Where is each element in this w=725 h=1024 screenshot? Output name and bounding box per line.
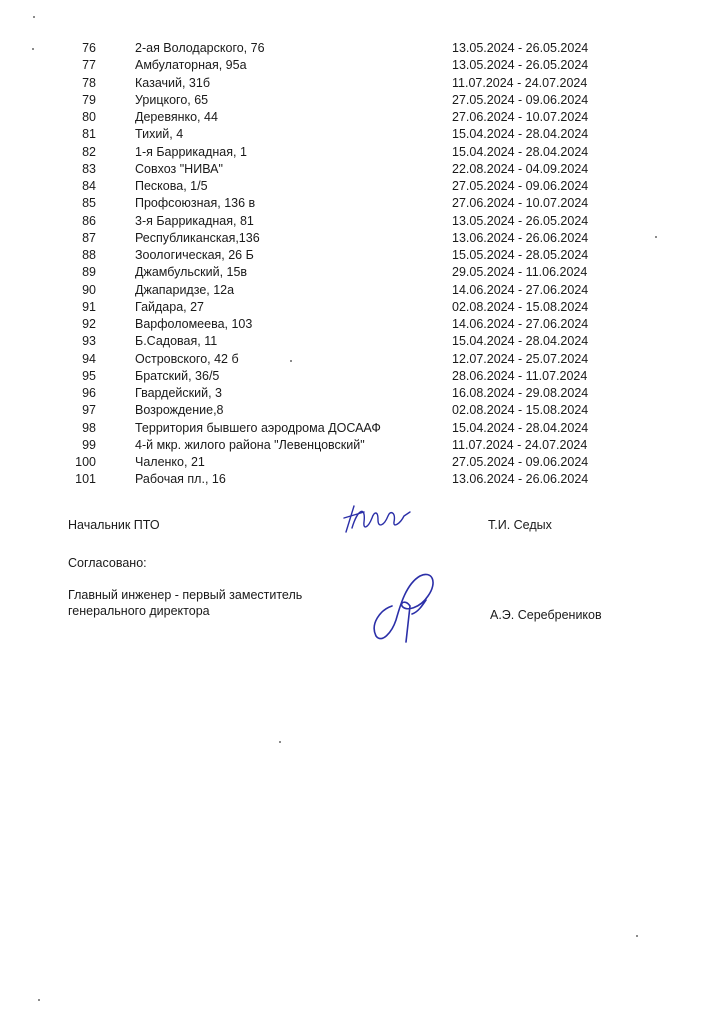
table-row xyxy=(0,299,725,316)
row-number: 95 xyxy=(82,368,96,383)
row-number: 86 xyxy=(82,213,96,228)
row-address: Чаленко, 21 xyxy=(135,455,205,469)
row-number: 96 xyxy=(82,386,96,400)
row-number: 89 xyxy=(82,265,96,280)
row-number: 76 xyxy=(82,41,96,55)
scan-speck xyxy=(33,16,35,18)
row-period: 27.05.2024 - 09.06.2024 xyxy=(452,92,589,107)
table-row xyxy=(0,316,725,333)
row-number: 84 xyxy=(82,179,96,193)
table-row xyxy=(0,126,725,143)
row-number: 79 xyxy=(82,92,96,107)
table-row xyxy=(0,144,725,161)
row-number: 82 xyxy=(82,144,96,159)
row-number: 92 xyxy=(82,317,96,331)
chief-signature xyxy=(362,566,446,650)
row-period: 27.05.2024 - 09.06.2024 xyxy=(452,455,589,469)
row-period: 13.05.2024 - 26.05.2024 xyxy=(452,41,589,55)
row-period: 14.06.2024 - 27.06.2024 xyxy=(452,282,589,297)
row-period: 15.04.2024 - 28.04.2024 xyxy=(452,334,589,349)
row-address: Гвардейский, 3 xyxy=(135,386,222,400)
row-number: 85 xyxy=(82,196,96,211)
row-period: 13.06.2024 - 26.06.2024 xyxy=(452,472,589,487)
table-row xyxy=(0,213,725,230)
row-number: 80 xyxy=(82,110,96,124)
row-period: 27.06.2024 - 10.07.2024 xyxy=(452,110,589,124)
row-address: Профсоюзная, 136 в xyxy=(135,196,256,211)
row-address: 1-я Баррикадная, 1 xyxy=(135,144,247,159)
row-address: 4-й мкр. жилого района "Левенцовский" xyxy=(135,437,365,452)
table-row xyxy=(0,75,725,92)
row-period: 14.06.2024 - 27.06.2024 xyxy=(452,317,589,331)
table-row xyxy=(0,161,725,178)
table-row xyxy=(0,92,725,109)
scan-speck xyxy=(655,236,657,238)
table-row xyxy=(0,264,725,281)
row-address: Возрождение,8 xyxy=(135,403,224,418)
head-signature xyxy=(338,498,418,542)
row-period: 13.05.2024 - 26.05.2024 xyxy=(452,213,589,228)
table-row xyxy=(0,282,725,299)
table-row xyxy=(0,454,725,471)
row-address: Тихий, 4 xyxy=(135,127,184,142)
row-period: 29.05.2024 - 11.06.2024 xyxy=(452,265,588,280)
row-number: 78 xyxy=(82,75,96,90)
table-row xyxy=(0,109,725,126)
scan-speck xyxy=(32,48,34,50)
scan-speck xyxy=(290,360,292,362)
row-period: 15.05.2024 - 28.05.2024 xyxy=(452,248,589,262)
table-row xyxy=(0,178,725,195)
row-number: 87 xyxy=(82,230,96,245)
table-row xyxy=(0,385,725,402)
row-address: Братский, 36/5 xyxy=(135,368,220,383)
row-address: Казачий, 31б xyxy=(135,75,210,90)
table-row xyxy=(0,420,725,437)
row-period: 02.08.2024 - 15.08.2024 xyxy=(452,299,589,314)
row-address: Территория бывшего аэродрома ДОСААФ xyxy=(135,420,381,435)
row-period: 22.08.2024 - 04.09.2024 xyxy=(452,161,589,176)
row-period: 27.05.2024 - 09.06.2024 xyxy=(452,179,589,193)
row-address: Совхоз "НИВА" xyxy=(135,161,223,176)
row-address: Б.Садовая, 11 xyxy=(135,334,218,349)
head-title: Начальник ПТО xyxy=(68,518,160,532)
table-row xyxy=(0,351,725,368)
row-address: Джапаридзе, 12а xyxy=(135,282,235,297)
row-period: 13.06.2024 - 26.06.2024 xyxy=(452,230,589,245)
chief-name: А.Э. Серебреников xyxy=(490,608,602,622)
row-number: 94 xyxy=(82,351,96,366)
row-period: 15.04.2024 - 28.04.2024 xyxy=(452,127,589,142)
row-address: 2-ая Володарского, 76 xyxy=(135,41,265,55)
row-period: 11.07.2024 - 24.07.2024 xyxy=(452,75,588,90)
row-period: 16.08.2024 - 29.08.2024 xyxy=(452,386,589,400)
table-row xyxy=(0,247,725,264)
row-number: 91 xyxy=(82,299,96,314)
row-number: 100 xyxy=(75,455,96,469)
scan-speck xyxy=(38,999,40,1001)
row-address: Урицкого, 65 xyxy=(135,92,209,107)
scan-speck xyxy=(636,935,638,937)
row-number: 99 xyxy=(82,437,96,452)
row-number: 90 xyxy=(82,282,96,297)
table-row xyxy=(0,40,725,57)
row-period: 15.04.2024 - 28.04.2024 xyxy=(452,144,589,159)
table-row xyxy=(0,402,725,419)
row-address: Пескова, 1/5 xyxy=(135,179,208,193)
row-address: Амбулаторная, 95а xyxy=(135,58,247,73)
table-row xyxy=(0,368,725,385)
row-period: 02.08.2024 - 15.08.2024 xyxy=(452,403,589,418)
table-row xyxy=(0,471,725,488)
row-address: Зоологическая, 26 Б xyxy=(135,248,254,262)
head-name: Т.И. Седых xyxy=(488,518,552,532)
agreed-label: Согласовано: xyxy=(68,556,147,570)
row-number: 101 xyxy=(75,472,96,487)
row-number: 88 xyxy=(82,248,96,262)
row-address: Рабочая пл., 16 xyxy=(135,472,226,487)
scan-speck xyxy=(279,741,281,743)
row-address: Варфоломеева, 103 xyxy=(135,317,253,331)
row-address: Деревянко, 44 xyxy=(135,110,218,124)
row-period: 15.04.2024 - 28.04.2024 xyxy=(452,420,589,435)
row-number: 97 xyxy=(82,403,96,418)
row-address: Республиканская,136 xyxy=(135,230,260,245)
row-address: Гайдара, 27 xyxy=(135,299,205,314)
row-number: 93 xyxy=(82,334,96,349)
row-address: Джамбульский, 15в xyxy=(135,265,248,280)
table-row xyxy=(0,333,725,350)
table-row xyxy=(0,437,725,454)
chief-title-line1: Главный инженер - первый заместитель xyxy=(68,588,303,602)
row-number: 81 xyxy=(82,127,96,142)
row-period: 13.05.2024 - 26.05.2024 xyxy=(452,58,589,73)
row-number: 98 xyxy=(82,420,96,435)
table-row xyxy=(0,57,725,74)
table-row xyxy=(0,195,725,212)
chief-title-line2: генерального директора xyxy=(68,604,210,618)
row-address: Островского, 42 б xyxy=(135,351,239,366)
table-row xyxy=(0,230,725,247)
row-number: 77 xyxy=(82,58,96,73)
row-period: 12.07.2024 - 25.07.2024 xyxy=(452,351,589,366)
row-number: 83 xyxy=(82,161,96,176)
row-period: 27.06.2024 - 10.07.2024 xyxy=(452,196,589,211)
row-period: 28.06.2024 - 11.07.2024 xyxy=(452,368,588,383)
row-address: 3-я Баррикадная, 81 xyxy=(135,213,254,228)
row-period: 11.07.2024 - 24.07.2024 xyxy=(452,437,588,452)
